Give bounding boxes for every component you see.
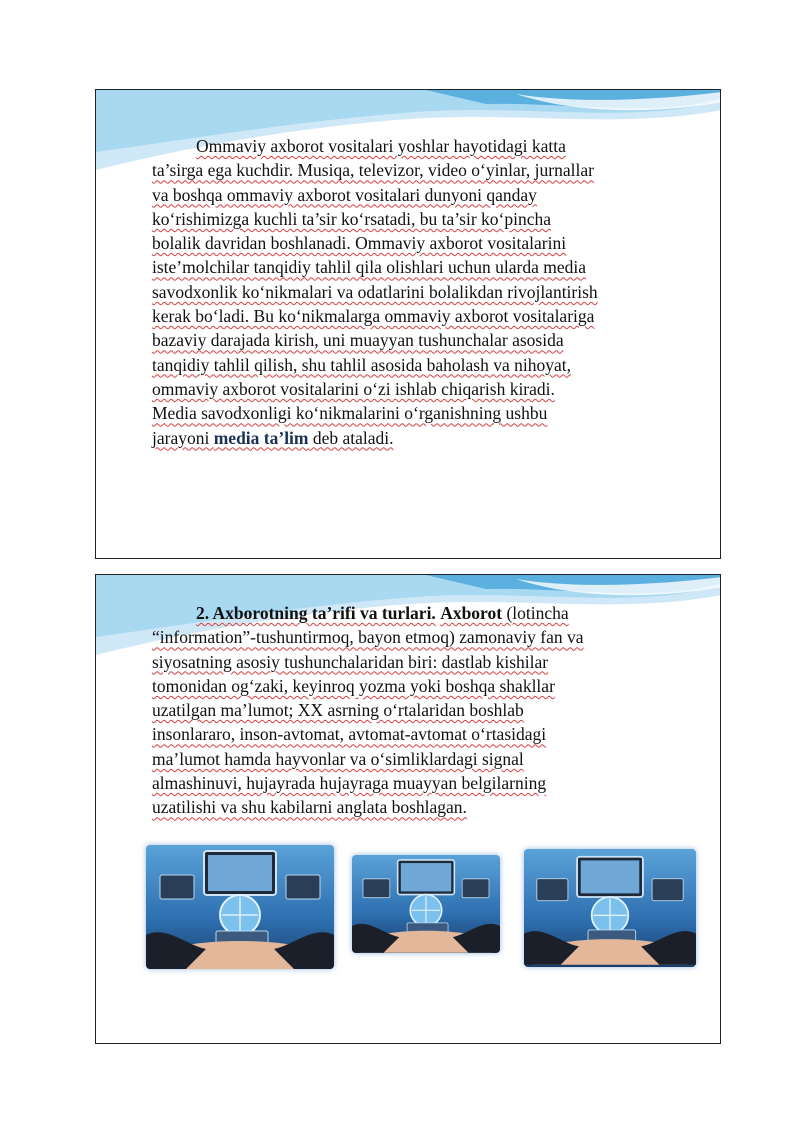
text-line: “information”-tushuntirmoq, bayon etmoq) zamonaviy fan va bbox=[152, 627, 584, 648]
slide-1 bbox=[95, 89, 721, 559]
text-line: uzatilishi va shu kabilarni anglata boshlagan. bbox=[152, 797, 467, 818]
slide-2-paragraph bbox=[152, 601, 692, 820]
text-line: iste’molchilar tanqidiy tahlil qila olishlari uchun ularda media bbox=[152, 257, 586, 278]
text-line: bazaviy darajada kirish, uni muayyan tushunchalar asosida bbox=[152, 330, 564, 351]
text-fragment: deb ataladi. bbox=[308, 427, 394, 448]
text-fragment: (lotincha bbox=[502, 603, 569, 623]
text-line: almashinuvi, hujayrada hujayraga muayyan belgilarning bbox=[152, 773, 547, 794]
technology-hands-icon bbox=[352, 855, 500, 953]
text-fragment: jarayoni bbox=[152, 427, 214, 448]
text-line: siyosatning asosiy tushunchalaridan biri: dastlab kishilar bbox=[152, 651, 549, 672]
text-line: uzatilgan ma’lumot; XX asrning o‘rtalaridan boshlab bbox=[152, 700, 524, 721]
text-line: tanqidiy tahlil qilish, shu tahlil asosida baholash va nihoyat, bbox=[152, 354, 571, 375]
text-line: ma’lumot hamda hayvonlar va o‘simliklardagi signal bbox=[152, 748, 524, 769]
technology-hands-icon bbox=[524, 849, 696, 967]
illustration-row bbox=[146, 845, 706, 975]
text-line: va boshqa ommaviy axborot vositalari dunyoni qanday bbox=[152, 184, 537, 205]
text-line: savodxonlik ko‘nikmalari va odatlarini bolalikdan rivojlantirish bbox=[152, 281, 598, 302]
text-line: ko‘rishimizga kuchli ta’sir ko‘rsatadi, bu ta’sir ko‘pincha bbox=[152, 208, 551, 229]
slide-2 bbox=[95, 574, 721, 1044]
text-line: ta’sirga ega kuchdir. Musiqa, televizor, video o‘yinlar, jurnallar bbox=[152, 160, 594, 181]
term-axborot: Axborot bbox=[440, 603, 503, 623]
section-heading: 2. Axborotning ta’rifi va turlari. bbox=[196, 603, 436, 623]
technology-hands-icon bbox=[146, 845, 334, 969]
text-line: Media savodxonligi ko‘nikmalarini o‘rganishning ushbu bbox=[152, 403, 548, 424]
text-line: kerak bo‘ladi. Bu ko‘nikmalarga ommaviy axborot vositalariga bbox=[152, 306, 595, 327]
text-line: insonlararo, inson-avtomat, avtomat-avtomat o‘rtasidagi bbox=[152, 724, 547, 745]
text-line-last bbox=[152, 426, 692, 450]
text-line: ommaviy axborot vositalarini o‘zi ishlab chiqarish kiradi. bbox=[152, 378, 555, 399]
term-media-talim: media ta’lim bbox=[213, 427, 309, 448]
text-line: tomonidan og‘zaki, keyinroq yozma yoki boshqa shakllar bbox=[152, 675, 555, 696]
text-line-heading bbox=[152, 601, 692, 625]
text-line: bolalik davridan boshlanadi. Ommaviy axborot vositalarini bbox=[152, 233, 567, 254]
text-line: Ommaviy axborot vositalari yoshlar hayotidagi katta bbox=[196, 136, 566, 156]
slide-1-paragraph bbox=[152, 134, 692, 450]
